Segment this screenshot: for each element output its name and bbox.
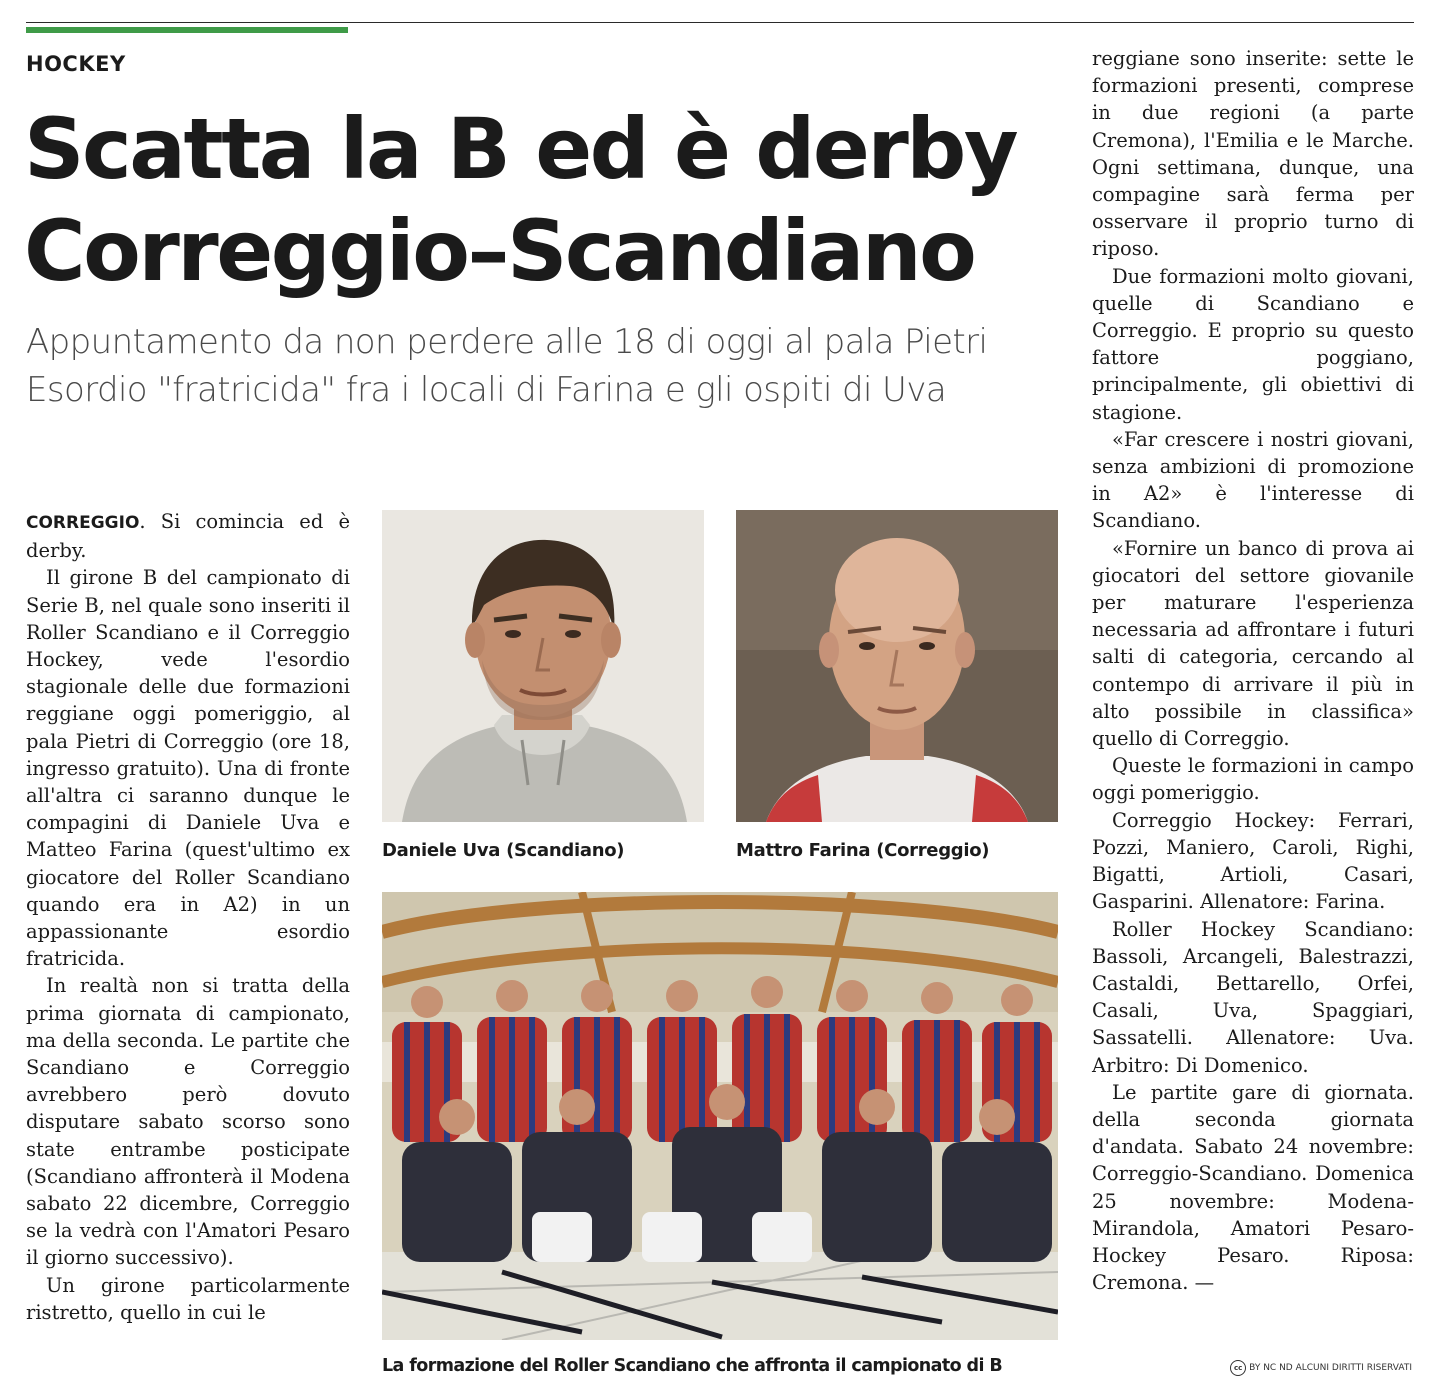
paragraph: Queste le formazioni in campo oggi pomeriggio. <box>1092 754 1414 805</box>
photo-matteo-farina <box>736 510 1058 822</box>
dateline: CORREGGIO <box>26 513 140 533</box>
paragraph: Correggio Hockey: Ferrari, Pozzi, Maniero, Caroli, Righi, Bigatti, Artioli, Casari, Gasparini. Allenatore: Farina. <box>1092 808 1414 914</box>
paragraph: Un girone particolarmente ristretto, quello in cui le <box>26 1273 350 1324</box>
headline-line-2: Correggio–Scandiano <box>24 202 975 300</box>
paragraph: Roller Hockey Scandiano: Bassoli, Arcangeli, Balestrazzi, Castaldi, Bettarello, Orfei, Casali, Uva, Spaggiari, Sassatelli. Allenatore: Uva. Arbitro: Di Domenico. <box>1092 917 1414 1077</box>
paragraph: Due formazioni molto giovani, quelle di Scandiano e Correggio. E proprio su questo fattore poggiano, principalmente, gli obiettivi di stagione. <box>1092 264 1414 424</box>
caption-daniele-uva: Daniele Uva (Scandiano) <box>382 840 625 861</box>
paragraph: CORREGGIO. Si comincia ed è derby. <box>26 510 350 563</box>
paragraph: «Far crescere i nostri giovani, senza ambizioni di promozione in A2» è l'interesse di Scandiano. <box>1092 427 1414 533</box>
headline-line-1: Scatta la B ed è derby <box>24 100 1017 198</box>
license-notice <box>1230 1360 1412 1376</box>
headline <box>24 98 1084 302</box>
caption-matteo-farina: Mattro Farina (Correggio) <box>736 840 990 861</box>
top-rule <box>26 22 1414 23</box>
paragraph: «Fornire un banco di prova ai giocatori del settore giovanile per maturare l'esperienza necessaria ad affrontare i futuri salti di categoria, cercando al contempo di arrivare il più in alto possibile in classifica» quello di Correggio. <box>1092 536 1414 751</box>
paragraph: Il girone B del campionato di Serie B, nel quale sono inseriti il Roller Scandiano e il Correggio Hockey, vede l'esordio stagionale delle due formazioni reggiane oggi pomeriggio, al pala Pietri di Correggio (ore 18, ingresso gratuito). Una di fronte all'altra ci saranno dunque le compagini di Daniele Uva e Matteo Farina (quest'ultimo ex giocatore del Roller Scandiano quando era in A2) in un appassionante esordio fratricida. <box>26 566 350 971</box>
paragraph: In realtà non si tratta della prima giornata di campionato, ma della seconda. Le partite che Scandiano e Correggio avrebbero però dovuto disputare sabato scorso sono state entrambe posticipate (Scandiano affronterà il Modena sabato 22 dicembre, Correggio se la vedrà con l'Amatori Pesaro il giorno successivo). <box>26 974 350 1270</box>
article-column-left <box>26 508 350 1326</box>
paragraph: Le partite gare di giornata. della seconda giornata d'andata. Sabato 24 novembre: Correggio-Scandiano. Domenica 25 novembre: Modena-Mirandola, Amatori Pesaro-Hockey Pesaro. Riposa: Cremona. — <box>1092 1080 1414 1295</box>
caption-team-photo: La formazione del Roller Scandiano che affronta il campionato di B <box>382 1356 1003 1376</box>
subheadline-line-2: Esordio "fratricida" fra i locali di Farina e gli ospiti di Uva <box>26 370 947 410</box>
paragraph: reggiane sono inserite: sette le formazioni presenti, comprese in due regioni (a parte Cremona), l'Emilia e le Marche. Ogni settimana, dunque, una compagine sarà ferma per osservare il proprio turno di riposo. <box>1092 47 1414 261</box>
subheadline <box>26 318 1086 414</box>
license-text: BY NC ND ALCUNI DIRITTI RISERVATI <box>1249 1363 1412 1373</box>
photo-team-roller-scandiano <box>382 892 1058 1340</box>
subheadline-line-1: Appuntamento da non perdere alle 18 di oggi al pala Pietri <box>26 322 988 362</box>
section-kicker: HOCKEY <box>26 52 126 76</box>
photo-daniele-uva <box>382 510 704 822</box>
article-column-right <box>1092 45 1414 1296</box>
section-accent-bar <box>26 27 348 33</box>
creative-commons-icon: cc <box>1230 1360 1246 1376</box>
